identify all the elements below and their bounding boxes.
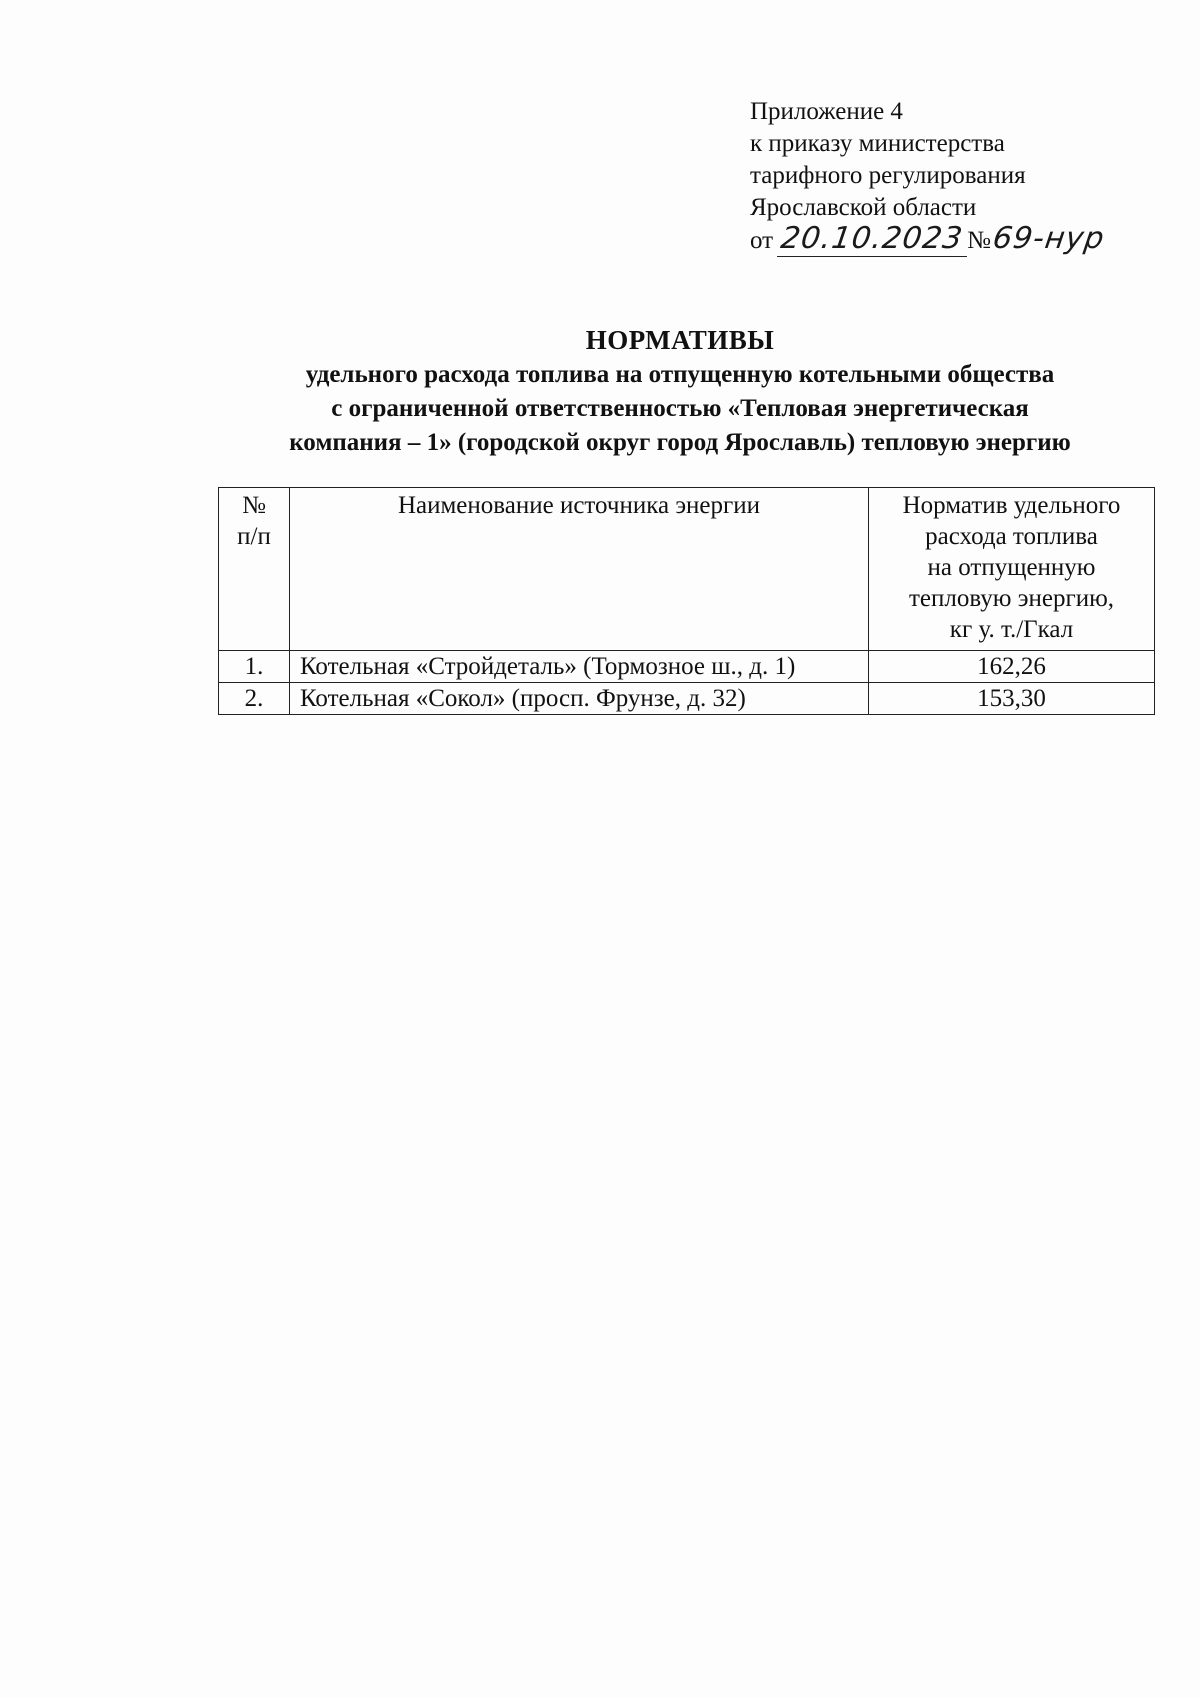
row-number: 1. (219, 651, 290, 683)
appendix-region: Ярославской области (750, 194, 977, 221)
row-source-name: Котельная «Сокол» (просп. Фрунзе, д. 32) (290, 683, 869, 715)
table-row (219, 683, 1155, 715)
norms-table (218, 487, 1155, 715)
appendix-block (750, 96, 1170, 264)
header-norm-line-4: тепловую энергию, (908, 585, 1115, 612)
title-sub-line-3: компания – 1» (городской округ город Ярославль) тепловую энергию (289, 429, 1071, 456)
appendix-order-ref: к приказу министерства (750, 130, 1005, 157)
document-title (180, 322, 1180, 460)
row-norm-value: 162,26 (869, 651, 1155, 683)
appendix-title: Приложение 4 (750, 98, 903, 125)
row-norm-value: 153,30 (869, 683, 1155, 715)
header-number-line-1: № (242, 492, 266, 519)
order-date-field (777, 221, 967, 257)
header-number (219, 488, 290, 651)
title-sub-line-2: с ограниченной ответственностью «Тепловая энергетическая (331, 395, 1029, 422)
appendix-ministry: тарифного регулирования (750, 162, 1026, 189)
header-norm-line-2: расхода топлива (925, 523, 1098, 550)
order-date-number-line (750, 221, 1170, 264)
handwritten-number: 69-нур (990, 221, 1107, 256)
title-sub-line-1: удельного расхода топлива на отпущенную котельными общества (305, 361, 1055, 388)
header-number-line-2: п/п (237, 523, 271, 550)
order-number-field (990, 221, 1107, 256)
row-source-name: Котельная «Стройдеталь» (Тормозное ш., д. 1) (290, 651, 869, 683)
row-number: 2. (219, 683, 290, 715)
handwritten-date: 20.10.2023 (778, 221, 966, 256)
header-norm (869, 488, 1155, 651)
table-row (219, 651, 1155, 683)
header-source-name: Наименование источника энергии (290, 488, 869, 651)
header-norm-line-5: кг у. т./Гкал (949, 616, 1074, 643)
table-header-row (219, 488, 1155, 651)
header-norm-line-3: на отпущенную (927, 554, 1096, 581)
title-main: НОРМАТИВЫ (585, 325, 775, 355)
number-sign: № (967, 227, 991, 254)
header-norm-line-1: Норматив удельного (902, 492, 1121, 519)
from-label: от (750, 227, 774, 254)
